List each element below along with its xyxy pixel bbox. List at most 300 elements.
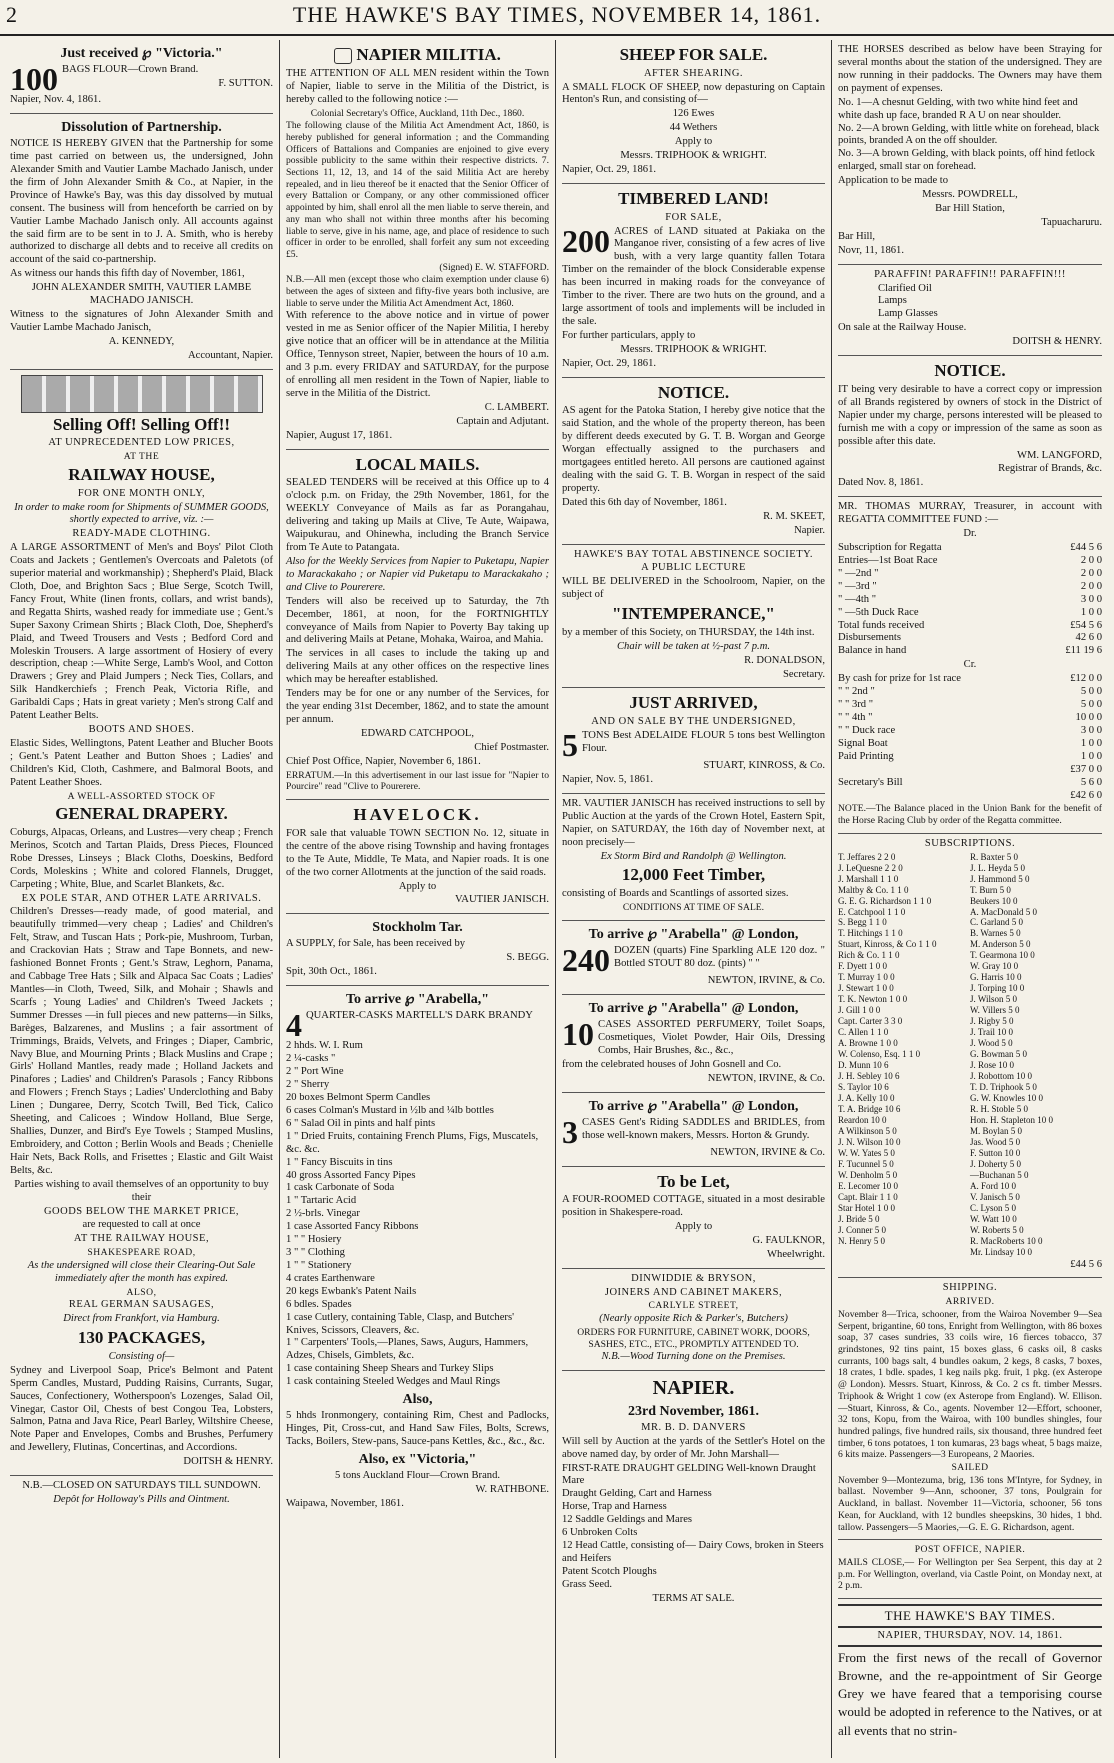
rathbone-sign: W. RATHBONE.	[475, 1484, 549, 1496]
ad-sub: AT UNPRECEDENTED LOW PRICES,	[48, 437, 235, 449]
london2-body: CASES ASSORTED PERFUMERY, Toilet Soaps, Cosmetiques, Violet Powder, Hair Oils, Dressing Combs, Hair Brushes, &c., &c.,	[598, 1018, 825, 1056]
ad-janisch-auction	[562, 794, 825, 921]
row-label: Disbursements	[838, 632, 901, 644]
row-amount: 10 0 0	[1075, 712, 1102, 724]
sheep-date: Napier, Oct. 29, 1861.	[562, 164, 657, 176]
table-row	[838, 555, 1102, 568]
list-item: R. MacRoberts 10 0	[970, 1235, 1043, 1246]
row-label: " —5th Duck Race	[838, 606, 919, 618]
ad-title: TIMBERED LAND!	[618, 188, 769, 208]
row-label: " —2nd "	[838, 567, 879, 579]
sheep-wethers: 44 Wethers	[669, 122, 718, 134]
row-label: " " 4th "	[838, 712, 873, 724]
list-item: 1 " Dried Fruits, containing French Plums, Figs, Muscatels, &c. &c.	[286, 1130, 539, 1155]
ad-title: To arrive ℘ "Arabella" @ London,	[588, 1098, 799, 1114]
sausages: REAL GERMAN SAUSAGES,	[68, 1299, 215, 1311]
mails-period: Tenders may be for one or any number of the Services, for the year ending 31st December, 1862, and to state the amount per annum.	[286, 688, 549, 725]
list-item: No. 1—A chesnut Gelding, with two white hind feet and white dash up face, branded R A U on near shoulder.	[838, 96, 1078, 121]
tapuacharuru: Tapuacharuru.	[1041, 216, 1102, 228]
list-item: T. A. Bridge 10 6	[838, 1103, 901, 1114]
at-railway: AT THE RAILWAY HOUSE,	[73, 1233, 210, 1245]
begg-sign: S. BEGG.	[506, 952, 549, 964]
list-item: G. E. G. Richardson 1 1 0	[838, 895, 932, 906]
row-amount: 1 0 0	[1080, 737, 1102, 749]
shipping-sailed: November 9—Montezuma, brig, 136 tons M'Intyre, for Sydney, in ballast. November 9—Ann, schooner, 37 tons, Poulgrain for Auckland, in ballast. November 11—Victoria, schooner, 56 tons Kean, for Auckland, with 12 bundles sheepskins, 30 hides, 1 bhd. tallow. Passengers—5 Maories,—G. E. G. Richardson, agent.	[838, 1474, 1102, 1533]
editorial-date: NAPIER, THURSDAY, NOV. 14, 1861.	[877, 1629, 1063, 1641]
row-label: " —4th "	[838, 593, 877, 605]
list-item: T. K. Newton 1 0 0	[838, 994, 908, 1005]
list-item: 1 case Cutlery, containing Table, Clasp, and Butchers' Knives, Scissors, Cleavers, &c.	[286, 1311, 514, 1336]
also: ALSO,	[126, 1286, 157, 1298]
ad-horses	[838, 40, 1102, 265]
list-item: W. W. Yates 5 0	[838, 1147, 895, 1158]
list-item: J. H. Sebley 10 6	[838, 1071, 900, 1082]
ad-militia	[286, 40, 549, 450]
list-item: Grass Seed.	[562, 1578, 613, 1590]
ad-london-perfumery	[562, 995, 825, 1093]
ad-timbered-land	[562, 184, 825, 378]
ad-notice-brands	[838, 356, 1102, 497]
row-amount: 3 0 0	[1080, 724, 1102, 736]
ad-title: Just received ℘ "Victoria."	[60, 46, 223, 61]
row-label: " " 2nd "	[838, 686, 875, 698]
list-item: N. Henry 5 0	[838, 1235, 885, 1246]
regatta-note: NOTE.—The Balance placed in the Union Bank for the benefit of the Horse Racing Club by order of the Regatta committee.	[838, 803, 1102, 827]
terms: TERMS AT SALE.	[652, 1592, 735, 1604]
london3-body: CASES Gent's Riding SADDLES and BRIDLES, from those well-known makers, Messrs. Horton & Grundy.	[582, 1116, 825, 1141]
list-item: M. Anderson 5 0	[970, 939, 1031, 950]
horses-date: Novr, 11, 1861.	[838, 244, 904, 256]
mails-date: Chief Post Office, Napier, November 6, 1861.	[286, 755, 481, 767]
ad-title: DINWIDDIE & BRYSON,	[631, 1272, 756, 1284]
masthead	[0, 0, 1114, 36]
row-label: Subscription for Regatta	[838, 542, 942, 554]
list-item: Hon. H. Stapleton 10 0	[970, 1114, 1053, 1125]
ad-sub: AFTER SHEARING.	[643, 67, 744, 79]
drapery-body: Coburgs, Alpacas, Orleans, and Lustres—very cheap ; French Merinos, Scotch and Tartan Plaids, Dress Pieces, Flounced Robe Dresses, Linseys ; Black Cloths, Doeskins, Bedford Cords, Moleskins ; White and colored Flannels, Drugget, Carpeting ; White, Blue, and Scarlet Blankets, &c.	[10, 826, 273, 890]
list-item: Draught Gelding, Cart and Harness	[562, 1488, 712, 1500]
horses-list	[838, 97, 1102, 175]
list-item: 1 " Tartaric Acid	[286, 1195, 357, 1207]
list-item: J. Hammond 5 0	[970, 873, 1030, 884]
ad-number: 100	[10, 61, 58, 98]
ad-sheep	[562, 40, 825, 184]
janisch-ex: Ex Storm Bird and Randolph @ Wellington.	[600, 850, 787, 862]
mails-services: The services in all cases to include the taking up and delivering Mails at any other offices on the respective lines which may be hereafter established.	[286, 648, 549, 686]
let-apply: Apply to	[674, 1221, 713, 1233]
lambert-sign: C. LAMBERT.	[484, 401, 549, 413]
ad-notice-patoka	[562, 378, 825, 545]
list-item: W. Roberts 5 0	[970, 1224, 1024, 1235]
list-item: 40 gross Assorted Fancy Pipes	[286, 1169, 416, 1181]
subscriptions-table	[838, 852, 1102, 1258]
row-amount: £12 0 0	[1070, 673, 1102, 685]
shakespeare-road: SHAKESPEARE ROAD,	[87, 1247, 196, 1259]
ad-title: NAPIER.	[652, 1377, 735, 1400]
table-row	[838, 620, 1102, 633]
ad-regatta	[838, 497, 1102, 834]
row-label: Secretary's Bill	[838, 776, 903, 788]
table-row	[838, 673, 1102, 686]
tar-body: A SUPPLY, for Sale, has been received by	[286, 938, 466, 950]
list-item: C. Garland 5 0	[970, 917, 1023, 928]
list-item: T. Murray 1 0 0	[838, 972, 895, 983]
victoria2-heading: Also, ex "Victoria,"	[358, 1452, 477, 1468]
list-item: Clarified Oil	[878, 282, 932, 294]
ad-just-arrived	[562, 688, 825, 793]
railway-train-illustration	[21, 375, 263, 413]
ad-abstinence	[562, 545, 825, 689]
list-item: Reardon 10 0	[838, 1114, 887, 1125]
list-item: J. Wood 5 0	[970, 1038, 1013, 1049]
ad-witness: As witness our hands this fifth day of November, 1861,	[10, 268, 245, 280]
janisch-body: MR. VAUTIER JANISCH has received instructions to sell by Public Auction at the yards of the Crown Hotel, Eastern Spit, Napier, on SATURDAY, the 16th day of November next, at noon precisely—	[562, 797, 825, 848]
table-row	[838, 777, 1102, 790]
waipawa-date: Waipawa, November, 1861.	[286, 1497, 404, 1509]
list-item: J. Doherty 5 0	[970, 1158, 1021, 1169]
list-item: 2 ¼-casks "	[286, 1053, 336, 1065]
railway-house-heading: RAILWAY HOUSE,	[68, 464, 215, 484]
list-item: R. H. Stoble 5 0	[970, 1103, 1029, 1114]
table-row	[838, 686, 1102, 699]
ad-napier-auction	[562, 1371, 825, 1611]
timber-date: Napier, Oct. 29, 1861.	[562, 357, 657, 369]
arabella-head: QUARTER-CASKS MARTELL'S DARK BRANDY	[306, 1010, 533, 1022]
ad-london-saddles	[562, 1093, 825, 1167]
closed-note	[10, 1476, 273, 1513]
timber-sign: Messrs. TRIPHOOK & WRIGHT.	[620, 343, 767, 355]
opposite: (Nearly opposite Rich & Parker's, Butchers)	[599, 1313, 788, 1325]
list-item: J. Conner 5 0	[838, 1224, 886, 1235]
subs-total: £44 5 6	[1070, 1258, 1102, 1270]
list-item: A. MacDonald 5 0	[970, 906, 1037, 917]
packages-heading: 130 PACKAGES,	[77, 1328, 206, 1348]
list-item: G. Bowman 5 0	[970, 1049, 1027, 1060]
list-item: Lamp Glasses	[878, 308, 938, 320]
ad-names: JOHN ALEXANDER SMITH, VAUTIER LAMBE MACHADO JANISCH.	[31, 282, 252, 307]
ad-subscriptions	[838, 834, 1102, 1279]
list-item: J. Bride 5 0	[838, 1213, 880, 1224]
list-item: B. Warnes 5 0	[970, 928, 1021, 939]
lambert-role: Captain and Adjutant.	[456, 415, 549, 427]
list-item: C. Allen 1 1 0	[838, 1027, 889, 1038]
list-item: J. Rose 10 0	[970, 1060, 1015, 1071]
frankfort: Direct from Frankfort, via Hamburg.	[63, 1313, 220, 1325]
ad-number: 3	[562, 1113, 578, 1150]
apply-to: Apply to	[398, 880, 437, 892]
list-item: W. Watt 10 0	[970, 1213, 1017, 1224]
list-item: Patent Scotch Ploughs	[562, 1565, 657, 1577]
list-item: Star Hotel 1 0 0	[838, 1202, 895, 1213]
table-row	[838, 542, 1102, 555]
chair: Chair will be taken at ½-past 7 p.m.	[616, 640, 770, 652]
list-item: 3 " " Clothing	[286, 1247, 345, 1259]
one-month: FOR ONE MONTH ONLY,	[77, 487, 206, 499]
ad-body: NOTICE IS HEREBY GIVEN that the Partnership for some time past carried on between us, the undersigned, John Alexander Smith and Vautier Lambe Machado Janisch, under the firm of John Alexander Smith & Co., at Napier, in the Province of Hawke's Bay, was this day dissolved by mutual consent. The business will from henceforth be carried on by Vautier Lambe Machado Janisch only. All accounts against the said firm are to be sent in to J. A. Smith, who is hereby authorized to discharge all debts and to receive all credits on account of the said co-partnership.	[10, 138, 273, 266]
editorial	[838, 1599, 1102, 1746]
erratum: ERRATUM.—In this advertisement in our last issue for "Napier to Pourcire" read "Clive to Pourerere.	[286, 769, 549, 793]
list-item: 1 cask Carbonate of Soda	[286, 1182, 395, 1194]
list-item: 1 " Fancy Biscuits in tins	[286, 1156, 393, 1168]
arrived-body: TONS Best ADELAIDE FLOUR 5 tons best Wellington Flour.	[582, 730, 825, 754]
polestar-body: Children's Dresses—ready made, of good material, and beautifully trimmed—very cheap ; Ladies' and Children's Felt, Straw, and Tuscan Hats ; Pork-pie, Mushroom, Turban, and Crackovian Hats ; Straw and Tape Bonnets, and new-fashioned Bonnet Fronts ; Gent.'s Straw, Leghorn, Panama, and Cabbage Tree Hats ; Silk and Alpaca Sac Coats ; Ladies' Mantles—in Cloth, Tweed, Silk, and Mohair ; Shawls and Scarfs ; Young Ladies' and Children's Tweed Jackets ; Summer Dresses —in full pieces and new patterns—in Silks, Barèges, Balzarenes, and Muslins ; a fair assortment of Trimmings, Braids, Velvets, and Fringes ; Diaper, Cambric, Navy Blue, and Mourning Prints ; Black Muslins and Crape ; Girls' Holland Mantles, ready made ; Holland Jackets and Pinafores ; Ladies' and Children's Parasols ; Fancy Ribbons and Flowers ; French Stays ; Ladies' Underclothing and Baby Linen ; Dungaree, Derry, Scotch Twill, Bed Tick, Calico Sheeting, and Calicoes ; Window Holland, Blue Serge, Shallies, Dunzer, and Bird's Eye Towels ; Stamped Muslins, Embroidery, and Cotton ; Berlin Wools and Beads ; Chenielle Hair Nets, Back Rolls, and Frisettes ; Elastic and Gilt Waist Belts, &c.	[10, 906, 273, 1176]
langford-role: Registrar of Brands, &c.	[998, 463, 1102, 475]
parties-text: Parties wishing to avail themselves of an opportunity to buy their	[14, 1178, 269, 1203]
ad-role: Accountant, Napier.	[187, 349, 273, 361]
ad-date: Napier, Nov. 4, 1861.	[10, 94, 101, 106]
list-item: 12 Head Cattle, consisting of— Dairy Cows, broken in Steers and Heifers	[562, 1540, 824, 1564]
list-item: 1 case containing Sheep Shears and Turkey Slips	[286, 1363, 494, 1375]
list-item: Lamps	[878, 295, 907, 307]
list-item: 1 " " Hosiery	[286, 1234, 342, 1246]
list-item: W. Colenso, Esq. 1 1 0	[838, 1049, 921, 1060]
depot-text: Depôt for Holloway's Pills and Ointment.	[53, 1494, 230, 1506]
joiners: JOINERS AND CABINET MAKERS,	[604, 1286, 783, 1298]
ad-title	[286, 45, 549, 66]
table-row	[838, 645, 1102, 658]
table-row	[838, 725, 1102, 738]
ad-dinwiddie	[562, 1269, 825, 1372]
shipping-section	[838, 1278, 1102, 1540]
subscriptions-right	[970, 852, 1102, 1258]
list-item: 6 " Salad Oil in pints and half pints	[286, 1117, 436, 1129]
regatta-head: MR. THOMAS MURRAY, Treasurer, in account with REGATTA COMMITTEE FUND :—	[838, 501, 1102, 526]
list-item: V. Janisch 5 0	[970, 1191, 1020, 1202]
row-amount: £44 5 6	[1070, 542, 1102, 554]
row-amount: £37 0 0	[1070, 763, 1102, 775]
list-item: J. LeQuesne 2 2 0	[838, 862, 903, 873]
list-item: J. L. Heyda 5 0	[970, 862, 1025, 873]
horses-body: THE HORSES described as below have been Straying for several months about the station of the undersigned. They are now running in their paddocks. The Owners may have them on payment of expenses.	[838, 44, 1102, 94]
faulknor-role: Wheelwright.	[767, 1248, 825, 1260]
ad-dissolution	[10, 114, 273, 370]
danvers-list	[562, 1463, 825, 1592]
list-item: J. Gill 1 0 0	[838, 1005, 881, 1016]
row-amount: £42 6 0	[1070, 789, 1102, 801]
donaldson-sign: R. DONALDSON,	[744, 654, 825, 666]
list-item: A. Browne 1 0 0	[838, 1038, 898, 1049]
lecture-body: WILL BE DELIVERED in the Schoolroom, Napier, on the subject of	[562, 576, 825, 601]
arabella-list	[286, 1040, 549, 1389]
ad-sub: FOR SALE,	[665, 211, 722, 223]
timber-body: ACRES of LAND situated at Pakiaka on the Manganoe river, consisting of a few acres of live bush, with a very large quantity fallen Totara Timber on the remainder of the block Considerable expense has been incurred in making roads for the conveyance of Timber to the river. There are two huts on the ground, and a large assortment of tools and implements will be included in the sale.	[562, 225, 825, 327]
conditions: CONDITIONS AT TIME OF SALE.	[622, 902, 765, 914]
drapery-heading: GENERAL DRAPERY.	[55, 804, 228, 824]
lecture-heading: A PUBLIC LECTURE	[641, 562, 746, 574]
sheep-apply: Apply to	[674, 136, 713, 148]
table-row	[838, 751, 1102, 764]
lecture-detail: by a member of this Society, on THURSDAY, the 14th inst.	[562, 626, 815, 638]
militia-intro: THE ATTENTION OF ALL MEN resident within the Town of Napier, liable to serve in the Militia of the District, is hereby called to the following notice :—	[286, 67, 549, 105]
table-row	[838, 594, 1102, 607]
post-office	[838, 1540, 1102, 1599]
paraffin-sign: DOITSH & HENRY.	[1012, 336, 1102, 348]
barhill: Bar Hill Station,	[935, 203, 1005, 215]
list-item: 2 ½-brls. Vinegar	[286, 1208, 360, 1220]
ad-selling-off	[10, 370, 273, 1476]
list-item: T. Burn 5 0	[970, 884, 1011, 895]
list-item: Jas. Wood 5 0	[970, 1136, 1021, 1147]
row-label: Total funds received	[838, 619, 925, 631]
newton3-sign: NEWTON, IRVINE & Co.	[710, 1146, 825, 1158]
post-body: MAILS CLOSE,— For Wellington per Sea Serpent, this day at 2 p.m. For Wellington, overland, via Castle Point, on Monday next, at 2 p.m.	[838, 1557, 1102, 1592]
divider	[838, 1604, 1102, 1606]
militia-title-text: NAPIER MILITIA.	[356, 45, 501, 64]
list-item: Capt. Carter 3 3 0	[838, 1016, 903, 1027]
requested: are requested to call at once	[82, 1219, 201, 1231]
ad-number: 10	[562, 1015, 594, 1052]
table-row	[838, 632, 1102, 645]
list-item: D. Munn 10 6	[838, 1060, 889, 1071]
list-item: F. Tucunnel 5 0	[838, 1158, 894, 1169]
list-item: 1 cask containing Steeled Wedges and Maul Rings	[286, 1376, 501, 1388]
ad-title: NOTICE.	[934, 361, 1006, 381]
ad-title: SHEEP FOR SALE.	[619, 45, 768, 64]
table-row	[838, 607, 1102, 620]
ad-title: To arrive ℘ "Arabella,"	[346, 992, 489, 1008]
row-amount: 1 0 0	[1080, 750, 1102, 762]
row-label: " " 3rd "	[838, 699, 874, 711]
masthead-title: THE HAWKE'S BAY TIMES, NOVEMBER 14, 1861.	[292, 2, 822, 27]
victoria2-body: 5 tons Auckland Flour—Crown Brand.	[334, 1470, 501, 1482]
row-amount: 5 6 0	[1080, 776, 1102, 788]
row-label: By cash for prize for 1st race	[838, 673, 961, 685]
triphook-sign: Messrs. TRIPHOOK & WRIGHT.	[620, 150, 767, 162]
newton1-sign: NEWTON, IRVINE, & Co.	[707, 974, 825, 986]
polestar-heading: EX POLE STAR, AND OTHER LATE ARRIVALS.	[21, 892, 262, 904]
also-heading: Also,	[402, 1392, 433, 1408]
ad-title: Selling Off! Selling Off!!	[52, 414, 231, 434]
list-item: 12 Saddle Geldings and Mares	[562, 1514, 693, 1526]
ad-number: 5	[562, 727, 578, 763]
notice-dated: Dated this 6th day of November, 1861.	[562, 496, 727, 508]
ad-number: 4	[286, 1007, 302, 1044]
row-amount: 2 0 0	[1080, 554, 1102, 566]
row-label: " —3rd "	[838, 580, 877, 592]
list-item: —Buchanan 5 0	[970, 1169, 1029, 1180]
newton2-sign: NEWTON, IRVINE, & Co.	[707, 1072, 825, 1084]
militia-office: Colonial Secretary's Office, Auckland, 11th Dec., 1860.	[310, 107, 525, 119]
list-item: 2 " Port Wine	[286, 1066, 344, 1078]
brands-body: IT being very desirable to have a correct copy or impression of all Brands registered by owners of stock in the District of Napier under my charge, persons interested will be pleased to furnish me with a copy or impression of the same as soon as possible after this date.	[838, 383, 1102, 447]
row-label: Paid Printing	[838, 750, 894, 762]
danvers-body: Will sell by Auction at the yards of the Settler's Hotel on the above named day, by order of Mr. John Marshall—	[562, 1435, 825, 1460]
column-2	[280, 40, 556, 1758]
ad-number: 240	[562, 941, 610, 978]
list-item: No. 3—A brown Gelding, with black points, off hind fetlock enlarged, small star on forehead.	[838, 148, 1095, 173]
list-item: J. Robottom 10 0	[970, 1071, 1033, 1082]
intemperance: "INTEMPERANCE,"	[612, 604, 775, 624]
row-amount: £11 19 6	[1065, 645, 1102, 657]
orders: ORDERS FOR FURNITURE, CABINET WORK, DOORS, SASHES, ETC., ETC., PROMPTLY ATTENDED TO.	[577, 1327, 810, 1350]
ad-title: SHIPPING.	[942, 1282, 998, 1294]
mails-tenders: Tenders will also be received up to Saturday, the 7th December, 1861, at noon, for the FORTNIGHTLY conveyance of Mails from Napier to Poverty Bay taking up and delivering Mails at Petane, Mohaka, Wairoa, and Mahia.	[286, 595, 549, 646]
ad-london-ale	[562, 921, 825, 995]
list-item: 1 case Assorted Fancy Ribbons	[286, 1221, 419, 1233]
ad-title: NOTICE.	[657, 382, 730, 402]
column-4	[832, 40, 1108, 1758]
list-item: C. Lyson 5 0	[970, 1202, 1017, 1213]
list-item: Capt. Blair 1 1 0	[838, 1191, 898, 1202]
timber-feet-body: consisting of Boards and Scantlings of assorted sizes.	[562, 888, 789, 900]
list-item: W. Villers 5 0	[970, 1005, 1020, 1016]
list-item: Beukers 10 0	[970, 895, 1018, 906]
subscriptions-left	[838, 852, 970, 1258]
ad-title: Stockholm Tar.	[372, 920, 463, 936]
list-item: FIRST-RATE DRAUGHT GELDING Well-known Draught Mare	[562, 1462, 816, 1487]
brands-date: Dated Nov. 8, 1861.	[838, 477, 924, 489]
ad-title: To arrive ℘ "Arabella" @ London,	[588, 926, 799, 942]
row-amount: 5 0 0	[1080, 699, 1102, 711]
list-item: R. Baxter 5 0	[970, 851, 1018, 862]
militia-nb: N.B.—All men (except those who claim exemption under clause 6) between the ages of sixteen and fifty-five years both inclusive, are liable to serve under the Militia Act Amendment Act, 1860.	[286, 274, 549, 309]
divider	[838, 1626, 1102, 1628]
notice-body: AS agent for the Patoka Station, I hereby give notice that the said Station, and the whole of the property thereon, has been by different deeds executed by G. T. B. Worgan and George Worgan effectually assigned to the purchasers and mortgagees entitled hereto. All persons are cautioned against dealing with the said G. T. B. Worgan in respect of the said property.	[562, 405, 825, 494]
list-item: G. Harris 10 0	[970, 972, 1022, 983]
list-item: S. Taylor 10 6	[838, 1082, 889, 1093]
timber-further: For further particulars, apply to	[562, 329, 696, 341]
readymade-heading: READY-MADE CLOTHING.	[72, 528, 211, 540]
row-amount: 42 6 0	[1075, 632, 1102, 644]
row-label: Balance in hand	[838, 645, 907, 657]
mails-weekly: Also for the Weekly Services from Napier to Puketapu, Napier to Marackakaho ; or Napier vid Puketapu to Marackakaho ; and Clive to Pourerere.	[286, 555, 549, 593]
crest-icon	[334, 48, 352, 64]
ad-title: SUBSCRIPTIONS.	[924, 837, 1016, 849]
regatta-cr-table	[838, 673, 1102, 802]
list-item: W. Denholm 5 0	[838, 1169, 898, 1180]
ad-local-mails	[286, 450, 549, 800]
table-row	[838, 738, 1102, 751]
ad-victoria-flour	[10, 40, 273, 114]
list-item: 2 hhds. W. I. Rum	[286, 1040, 363, 1052]
danvers: MR. B. D. DANVERS	[641, 1421, 746, 1433]
table-row	[838, 712, 1102, 725]
napier-date: 23rd November, 1861.	[628, 1403, 759, 1419]
list-item: T. Hitchings 1 1 0	[838, 928, 903, 939]
ad-title: HAVELOCK.	[353, 805, 482, 825]
row-label: Entries—1st Boat Race	[838, 554, 938, 566]
ad-sign: F. SUTTON.	[218, 78, 273, 89]
row-amount: 3 0 0	[1080, 593, 1102, 605]
ad-kennedy: A. KENNEDY,	[108, 335, 175, 347]
list-item: 6 Unbroken Colts	[562, 1527, 638, 1539]
skeet-sign: R. M. SKEET,	[763, 510, 825, 522]
horses-apply: Application to be made to	[838, 175, 949, 187]
table-row	[838, 790, 1102, 803]
closed-text: N.B.—CLOSED ON SATURDAYS TILL SUNDOWN.	[22, 1480, 261, 1492]
divider	[838, 1645, 1102, 1647]
row-amount: 1 0 0	[1080, 606, 1102, 618]
timber-feet: 12,000 Feet Timber,	[621, 865, 766, 885]
list-item: S. Begg 1 1 0	[838, 917, 887, 928]
skeet-place: Napier.	[794, 524, 825, 536]
column-3	[556, 40, 832, 1758]
table-row	[838, 699, 1102, 712]
ad-arabella	[286, 986, 549, 1517]
ad-number: 200	[562, 222, 610, 259]
mails-body: SEALED TENDERS will be received at this Office up to 4 o'clock p.m. on Friday, the 29th November, 1861, for the WEEKLY Conveyance of Mails as far as Porangahau, delivering and taking up Mails at Clive, Te Aute, Waipawa, Waipukurau, and Ohinewha, including the Branch Service from Te Aute to Patangata.	[286, 477, 549, 554]
list-item: 20 boxes Belmont Sperm Candles	[286, 1091, 431, 1103]
list-item: 20 kegs Ewbank's Patent Nails	[286, 1285, 417, 1297]
list-item: J. Stewart 1 0 0	[838, 983, 894, 994]
militia-notice: The following clause of the Militia Act Amendment Act, 1860, is hereby published for general information ; and the Commanding Officers of Battalions and Companies are enjoined to give every possible publicity to the same within their respective districts. 7. Sections 11, 12, 13, and 14 of the said Militia Act are hereby repealed, and in lieu thereof be it enacted that the Senior Officer of every Battalion or Company, or any other commissioned officer appointed by him, shall enrol all the men liable to serve therein, and any man who shall not within three months after his becoming liable to serve, give in his name, age, and place of residence to such officer in order to be enrolled, shall forfeit any sum not exceeding £5.	[286, 120, 549, 260]
janisch-sign: VAUTIER JANISCH.	[455, 894, 549, 906]
ad-title: To arrive ℘ "Arabella" @ London,	[588, 1000, 799, 1016]
list-item: J. Marshall 1 1 0	[838, 873, 899, 884]
ad-title: To be Let,	[657, 1171, 730, 1191]
ad-title: JUST ARRIVED,	[629, 693, 758, 713]
doitsh-sign: DOITSH & HENRY.	[183, 1456, 273, 1468]
